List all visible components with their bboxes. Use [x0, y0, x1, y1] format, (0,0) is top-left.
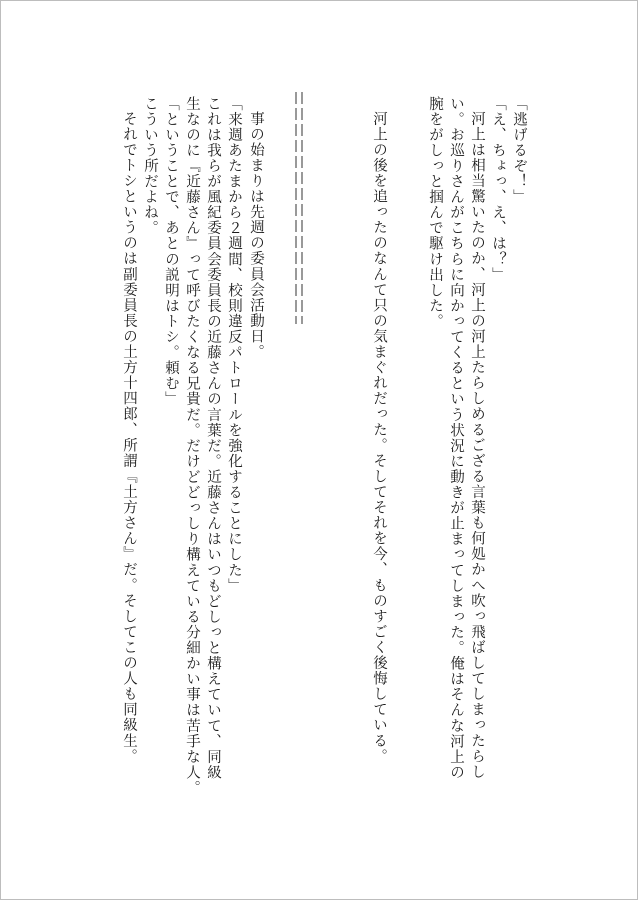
dialogue-line: 「逃げるぞ！」	[511, 96, 527, 205]
text-line: これは我らが風紀委員会委員長の近藤さんの言葉だ。近藤さんはいつもどしっと構えていて、同級	[205, 96, 221, 781]
text-line: 事の始まりは先週の委員会活動日。	[248, 111, 264, 360]
dialogue-line: 「え、ちょっ、え、は？」	[490, 96, 506, 283]
text-line: 生なのに『近藤さん』って呼びたくなる兄貴だ。だけどどっしり構えている分細かい事は苦手な人。	[184, 96, 200, 796]
scene-break-divider	[293, 92, 305, 324]
text-line: それでトシというのは副委員長の土方十四郎、所謂『土方さん』だ。そしてこの人も同級生。	[121, 111, 137, 765]
text-line: こういう所だよね。	[142, 96, 158, 236]
text-line: い。お巡りさんがこちらに向かってくるという状況に動きが止まってしまった。俺はそんな河上の	[448, 96, 464, 781]
text-line: 河上の後を追ったのなんて只の気まぐれだった。そしてそれを今、ものすごく後悔している。	[371, 111, 387, 765]
dialogue-line: 「ということで、あとの説明はトシ。頼む」	[163, 96, 179, 407]
text-line: 河上は相当驚いたのか、河上の河上たらしめるござる言葉も何処かへ吹っ飛ばしてしまったらし	[469, 111, 485, 780]
text-line: 腕をがしっと掴んで駆け出した。	[427, 96, 443, 330]
dialogue-line: 「来週あたまから２週間、校則違反パトロールを強化することにした」	[226, 96, 242, 594]
